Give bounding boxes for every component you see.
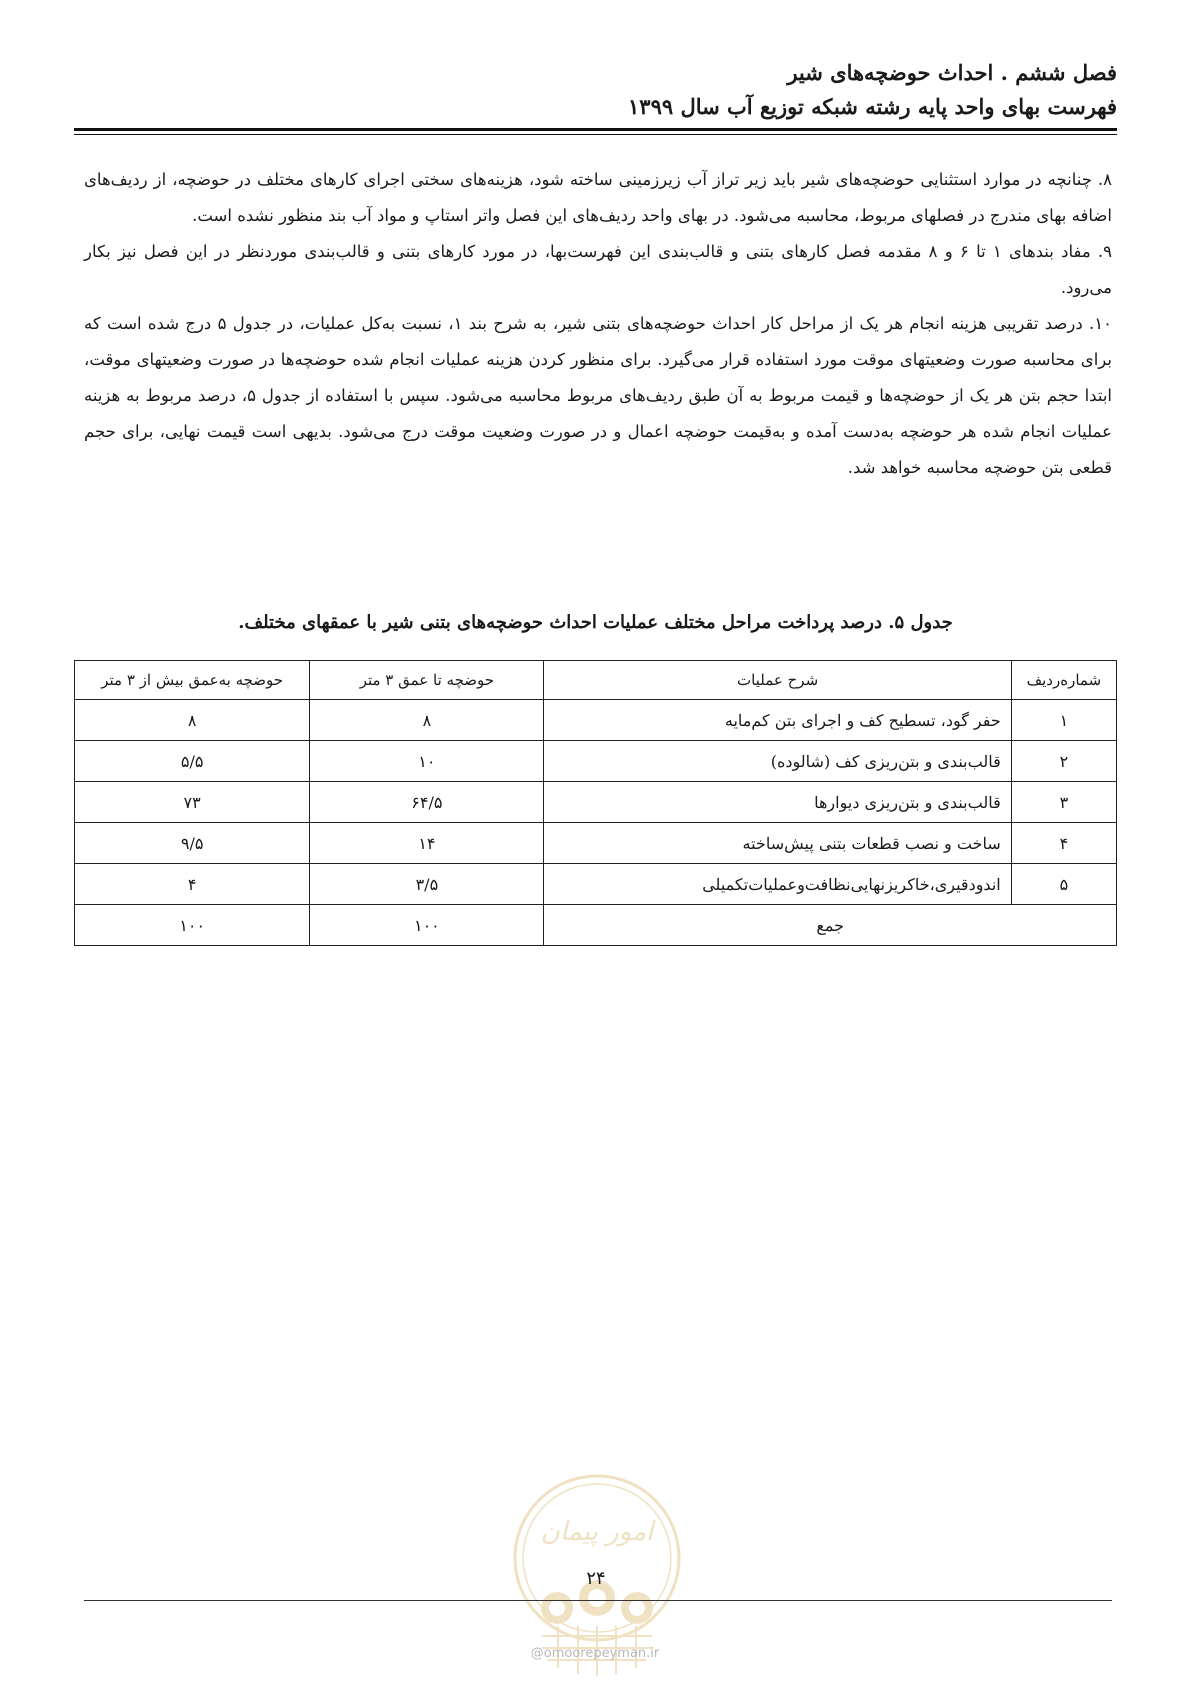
body-text [84, 162, 1112, 486]
page-number: ۲۴ [586, 1568, 606, 1589]
header-rule-thick [74, 128, 1117, 131]
watermark-logo-text: امور پیمان [540, 1517, 654, 1547]
row-number: ۵ [1011, 864, 1116, 905]
website-watermark: @omoorepeyman.ir [530, 1646, 660, 1661]
table-caption: جدول ۵. درصد پرداخت مراحل مختلف عملیات احداث حوضچه‌های بتنی شیر با عمقهای مختلف. [238, 612, 953, 633]
row-shallow-value: ۳/۵ [310, 864, 544, 905]
table-header-row [75, 661, 1117, 700]
chapter-title: فصل ششم . احداث حوضچه‌های شیر [787, 60, 1117, 85]
book-title: فهرست بهای واحد پایه رشته شبکه توزیع آب سال ۱۳۹۹ [628, 94, 1117, 119]
row-description: قالب‌بندی و بتن‌ریزی دیوارها [544, 782, 1011, 823]
row-shallow-value: ۶۴/۵ [310, 782, 544, 823]
total-shallow-value: ۱۰۰ [310, 905, 544, 946]
page-header [74, 56, 1117, 124]
table-row [75, 782, 1117, 823]
row-description: قالب‌بندی و بتن‌ریزی کف (شالوده) [544, 741, 1011, 782]
row-description: اندودقیری،خاکریزنهایی‌نظافت‌وعملیات‌تکمیلی [544, 864, 1011, 905]
total-deep-value: ۱۰۰ [75, 905, 310, 946]
paragraph-8: ۸. چنانچه در موارد استثنایی حوضچه‌های شیر باید زیر تراز آب زیرزمینی ساخته شود، هزینه‌های سختی اجرای کارهای مختلف در حوضچه، از ردیف‌های اضافه بهای مندرج در فصلهای مربوط، محاسبه می‌شود. در بهای واحد ردیف‌های این فصل واتر استاپ و مواد آب بند منظور نشده است. [84, 170, 1112, 225]
row-shallow-value: ۱۴ [310, 823, 544, 864]
table-row [75, 823, 1117, 864]
row-shallow-value: ۱۰ [310, 741, 544, 782]
row-deep-value: ۸ [75, 700, 310, 741]
total-label: جمع [544, 905, 1117, 946]
row-number: ۳ [1011, 782, 1116, 823]
table-total-row [75, 905, 1117, 946]
footer-rule [84, 1600, 1112, 1601]
header-rule-thin [74, 134, 1117, 135]
row-deep-value: ۵/۵ [75, 741, 310, 782]
header-row-number: شماره‌ردیف [1011, 661, 1116, 700]
paragraph-10: ۱۰. درصد تقریبی هزینه انجام هر یک از مراحل کار احداث حوضچه‌های بتنی شیر، به شرح بند ۱، نسبت به‌کل عملیات، در جدول ۵ درج شده است که برای محاسبه صورت وضعیتهای موقت مورد استفاده قرار می‌گیرد. برای منظور کردن هزینه عملیات انجام شده حوضچه‌ها در صورت وضعیتهای موقت، ابتدا حجم بتن هر یک از حوضچه‌ها و قیمت مربوط به آن طبق ردیف‌های مربوط محاسبه می‌شود. سپس با استفاده از جدول ۵، درصد مربوط به هزینه عملیات انجام شده هر حوضچه به‌دست آمده و به‌قیمت حوضچه اعمال و در صورت وضعیت موقت درج می‌شود. بدیهی است قیمت نهایی، برای حجم قطعی بتن حوضچه محاسبه خواهد شد. [84, 314, 1112, 477]
row-number: ۱ [1011, 700, 1116, 741]
header-deep: حوضچه به‌عمق بیش از ۳ متر [75, 661, 310, 700]
row-number: ۲ [1011, 741, 1116, 782]
table-row [75, 741, 1117, 782]
row-description: حفر گود، تسطیح کف و اجرای بتن کم‌مایه [544, 700, 1011, 741]
table-row [75, 864, 1117, 905]
operations-table [74, 660, 1117, 946]
row-deep-value: ۷۳ [75, 782, 310, 823]
row-number: ۴ [1011, 823, 1116, 864]
header-shallow: حوضچه تا عمق ۳ متر [310, 661, 544, 700]
row-description: ساخت و نصب قطعات بتنی پیش‌ساخته [544, 823, 1011, 864]
paragraph-9: ۹. مفاد بندهای ۱ تا ۶ و ۸ مقدمه فصل کارهای بتنی و قالب‌بندی این فهرست‌بها، در مورد کارهای بتنی و قالب‌بندی موردنظر در این فصل نیز بکار می‌رود. [84, 242, 1112, 297]
row-deep-value: ۴ [75, 864, 310, 905]
table-row [75, 700, 1117, 741]
header-description: شرح عملیات [544, 661, 1011, 700]
row-shallow-value: ۸ [310, 700, 544, 741]
row-deep-value: ۹/۵ [75, 823, 310, 864]
